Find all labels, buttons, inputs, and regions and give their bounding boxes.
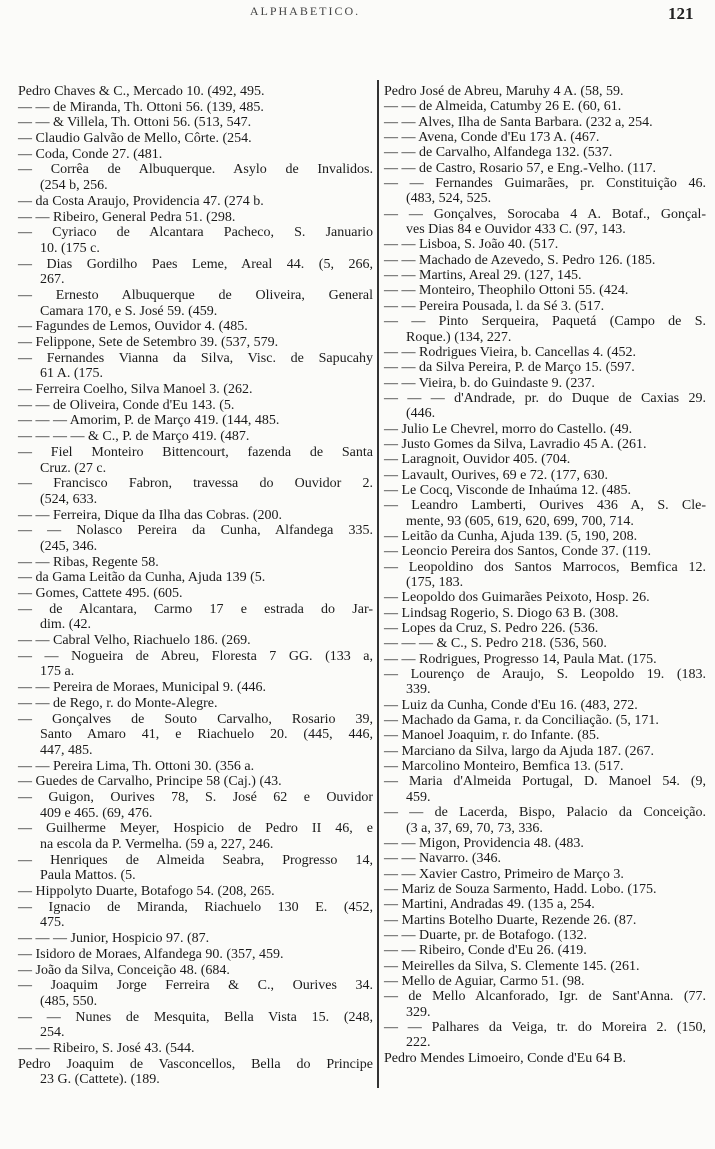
directory-entry xyxy=(384,207,706,238)
entry-line: — — Pereira Pousada, l. da Sé 3. (517. xyxy=(384,298,605,314)
entry-line: — Guedes de Carvalho, Principe 58 (Caj.) (43. xyxy=(18,774,282,790)
directory-entry xyxy=(18,712,373,759)
entry-line: — — Fernandes Guimarães, pr. Constituição 46. xyxy=(384,176,706,192)
directory-entry xyxy=(18,555,373,571)
entry-line: — Leoncio Pereira dos Santos, Conde 37. (119. xyxy=(384,544,651,560)
directory-entry xyxy=(384,253,706,268)
entry-line: — Guilherme Meyer, Hospicio de Pedro II 46, e xyxy=(18,821,373,837)
entry-line: — Ernesto Albuquerque de Oliveira, General xyxy=(18,287,373,303)
entry-line: — — Nolasco Pereira da Cunha, Alfandega 335. xyxy=(18,523,373,539)
entry-line: — Martins Botelho Duarte, Rezende 26. (87. xyxy=(384,912,637,928)
entry-line: Pedro Chaves & C., Mercado 10. (492, 495. xyxy=(18,84,265,99)
entry-continuation-line: 23 G. (Cattete). (189. xyxy=(40,1072,160,1088)
directory-entry xyxy=(384,437,706,452)
entry-continuation-line: na escola da P. Vermelha. (59 a, 227, 246. xyxy=(40,837,274,852)
entry-line: — Cyriaco de Alcantara Pacheco, S. Januario xyxy=(18,225,373,241)
directory-entry xyxy=(384,728,706,743)
entry-line: — — Ribeiro, Conde d'Eu 26. (419. xyxy=(384,943,587,959)
entry-line: — de Mello Alcanforado, Igr. de Sant'Anna. (77. xyxy=(384,989,706,1005)
entry-line: — — de Castro, Rosario 57, e Eng.-Velho. (117. xyxy=(384,160,657,176)
entry-line: — — — — & C., P. de Março 419. (487. xyxy=(18,429,250,445)
entry-line: — — — d'Andrade, pr. do Duque de Caxias 29. xyxy=(384,390,706,406)
directory-entry xyxy=(384,744,706,759)
directory-entry xyxy=(18,351,373,382)
entry-line: — Leopoldo dos Guimarães Peixoto, Hosp. 26. xyxy=(384,590,650,606)
entry-line: — Luiz da Cunha, Conde d'Eu 16. (483, 272. xyxy=(384,697,638,713)
entry-line: — — Rodrigues Vieira, b. Cancellas 4. (452. xyxy=(384,344,637,360)
directory-entry xyxy=(384,652,706,667)
directory-entry xyxy=(18,131,373,147)
directory-entry xyxy=(384,851,706,866)
entry-continuation-line: 175 a. xyxy=(40,664,75,680)
entry-line: — Francisco Fabron, travessa do Ouvidor 2. xyxy=(18,476,373,492)
entry-continuation-line: (485, 550. xyxy=(40,993,98,1009)
directory-entry xyxy=(18,162,373,193)
entry-continuation-line: (483, 524, 525. xyxy=(406,191,492,207)
entry-line: — Fernandes Vianna da Silva, Visc. de Sapucahy xyxy=(18,350,373,366)
entry-continuation-line: (245, 346. xyxy=(40,538,98,554)
directory-entry xyxy=(18,774,373,790)
entry-line: — — Avena, Conde d'Eu 173 A. (467. xyxy=(384,130,600,146)
entry-line: — — Duarte, pr. de Botafogo. (132. xyxy=(384,927,587,943)
entry-line: — Lavault, Ourives, 69 e 72. (177, 630. xyxy=(384,467,608,483)
entry-line: — da Gama Leitão da Cunha, Ajuda 139 (5. xyxy=(18,570,266,586)
directory-entry xyxy=(384,882,706,897)
directory-entry xyxy=(18,523,373,554)
entry-continuation-line: mente, 93 (605, 619, 620, 699, 700, 714. xyxy=(406,513,634,529)
directory-entry xyxy=(384,391,706,422)
entry-continuation-line: 61 A. (175. xyxy=(40,366,103,382)
directory-entry xyxy=(384,314,706,345)
directory-entry xyxy=(18,100,373,116)
entry-line: — — Nunes de Mesquita, Bella Vista 15. (248, xyxy=(18,1009,373,1025)
directory-entry xyxy=(384,805,706,836)
directory-entry xyxy=(384,468,706,483)
directory-entry xyxy=(18,84,373,100)
entry-line: — — Palhares da Veiga, tr. do Moreira 2. (150, xyxy=(384,1019,706,1035)
directory-entry xyxy=(384,130,706,145)
entry-line: — João da Silva, Conceição 48. (684. xyxy=(18,962,230,978)
directory-entry xyxy=(18,335,373,351)
entry-continuation-line: 409 e 465. (69, 476. xyxy=(40,805,153,821)
directory-entry xyxy=(384,590,706,605)
directory-entry xyxy=(384,544,706,559)
entry-line: — — de Lacerda, Bispo, Palacio da Conceição. xyxy=(384,805,706,821)
entry-line: — Meirelles da Silva, S. Clemente 145. (261. xyxy=(384,958,640,974)
directory-entry xyxy=(18,633,373,649)
directory-entry xyxy=(384,667,706,698)
entry-line: — — Machado de Azevedo, S. Pedro 126. (185. xyxy=(384,252,656,268)
entry-line: — Mello de Aguiar, Carmo 51. (98. xyxy=(384,973,585,989)
entry-continuation-line: 254. xyxy=(40,1025,65,1041)
entry-continuation-line: 459. xyxy=(406,789,431,805)
entry-line: — — de Almeida, Catumby 26 E. (60, 61. xyxy=(384,99,622,115)
directory-entry xyxy=(384,836,706,851)
entry-line: — Leandro Lamberti, Ourives 436 A, S. Cle- xyxy=(384,498,706,514)
entry-line: — — Monteiro, Theophilo Ottoni 55. (424. xyxy=(384,283,629,299)
entry-continuation-line: 447, 485. xyxy=(40,742,93,758)
directory-entry xyxy=(384,422,706,437)
entry-continuation-line: Cruz. (27 c. xyxy=(40,460,107,476)
entry-line: — — — & C., S. Pedro 218. (536, 560. xyxy=(384,636,607,652)
entry-continuation-line: ves Dias 84 e Ouvidor 433 C. (97, 143. xyxy=(406,222,626,238)
entry-continuation-line: (175, 183. xyxy=(406,575,464,590)
entry-line: — — Martins, Areal 29. (127, 145. xyxy=(384,268,582,284)
entry-line: — Le Cocq, Visconde de Inhaúma 12. (485. xyxy=(384,482,631,498)
entry-continuation-line: Roque.) (134, 227. xyxy=(406,329,512,345)
directory-entry xyxy=(18,445,373,476)
entry-line: — Dias Gordilho Paes Leme, Areal 44. (5, 266, xyxy=(18,256,373,272)
directory-entry xyxy=(18,586,373,602)
entry-line: — Lourenço de Araujo, S. Leopoldo 19. (183. xyxy=(384,667,706,683)
directory-entry xyxy=(384,774,706,805)
directory-entry xyxy=(18,319,373,335)
entry-line: — Gomes, Cattete 495. (605. xyxy=(18,586,183,601)
entry-line: — — Ribeiro, General Pedra 51. (298. xyxy=(18,209,236,225)
directory-entry xyxy=(384,897,706,912)
entry-line: — — — Junior, Hospicio 97. (87. xyxy=(18,931,210,947)
entry-continuation-line: 329. xyxy=(406,1004,431,1020)
directory-entry xyxy=(384,498,706,529)
entry-line: — — Alves, Ilha de Santa Barbara. (232 a, 254. xyxy=(384,114,653,130)
entry-line: — Laragnoit, Ouvidor 405. (704. xyxy=(384,452,571,468)
entry-line: — Lindsag Rogerio, S. Diogo 63 B. (308. xyxy=(384,605,619,621)
entry-line: — da Costa Araujo, Providencia 47. (274 b. xyxy=(18,193,264,209)
entry-line: Pedro Mendes Limoeiro, Conde d'Eu 64 B. xyxy=(384,1050,627,1066)
entry-line: — — Lisboa, S. João 40. (517. xyxy=(384,237,559,253)
entry-line: — — Navarro. (346. xyxy=(384,851,502,867)
directory-entry xyxy=(18,696,373,712)
entry-continuation-line: (446. xyxy=(406,406,436,422)
entry-continuation-line: Paula Mattos. (5. xyxy=(40,868,136,884)
directory-entry xyxy=(18,257,373,288)
entry-line: — Justo Gomes da Silva, Lavradio 45 A. (261. xyxy=(384,436,647,452)
directory-entry xyxy=(384,713,706,728)
directory-entry xyxy=(384,376,706,391)
directory-entry xyxy=(384,115,706,130)
directory-entry xyxy=(18,680,373,696)
entry-line: — Corrêa de Albuquerque. Asylo de Invalidos. xyxy=(18,162,373,178)
entry-continuation-line: 222. xyxy=(406,1035,431,1051)
entry-line: — de Alcantara, Carmo 17 e estrada do Jar- xyxy=(18,601,373,617)
directory-entry xyxy=(384,636,706,651)
directory-entry xyxy=(384,974,706,989)
entry-line: — — & Villela, Th. Ottoni 56. (513, 547. xyxy=(18,115,252,131)
directory-entry xyxy=(384,483,706,498)
entry-line: Pedro José de Abreu, Maruhy 4 A. (58, 59. xyxy=(384,84,624,99)
entry-line: Pedro Joaquim de Vasconcellos, Bella do Principe xyxy=(18,1056,373,1072)
directory-entry xyxy=(384,268,706,283)
directory-entry xyxy=(18,115,373,131)
directory-entry xyxy=(18,382,373,398)
directory-entry xyxy=(384,529,706,544)
entry-continuation-line: 10. (175 c. xyxy=(40,240,100,256)
directory-entry xyxy=(18,1041,373,1057)
entry-line: — Gonçalves de Souto Carvalho, Rosario 39, xyxy=(18,711,373,727)
directory-entry xyxy=(18,225,373,256)
entry-line: — Coda, Conde 27. (481. xyxy=(18,146,163,162)
directory-entry xyxy=(18,1057,373,1088)
entry-line: — Marciano da Silva, largo da Ajuda 187. (267. xyxy=(384,743,654,759)
right-column xyxy=(384,84,706,1066)
directory-entry xyxy=(18,194,373,210)
directory-entry xyxy=(384,452,706,467)
entry-line: — Lopes da Cruz, S. Pedro 226. (536. xyxy=(384,621,599,637)
directory-entry xyxy=(18,288,373,319)
running-title: ALPHABETICO. xyxy=(249,4,361,18)
directory-entry xyxy=(384,1020,706,1051)
entry-line: — — de Rego, r. do Monte-Alegre. xyxy=(18,695,218,711)
directory-entry xyxy=(384,759,706,774)
entry-line: — — — Amorim, P. de Março 419. (144, 485. xyxy=(18,413,280,429)
directory-entry xyxy=(384,237,706,252)
entry-line: — Machado da Gama, r. da Conciliação. (5, 171. xyxy=(384,713,659,729)
directory-entry xyxy=(384,943,706,958)
directory-entry xyxy=(18,759,373,775)
entry-line: — Henriques de Almeida Seabra, Progresso 14, xyxy=(18,852,373,868)
entry-line: — Felippone, Sete de Setembro 39. (537, 579. xyxy=(18,335,279,350)
directory-entry xyxy=(18,476,373,507)
entry-line: — — de Miranda, Th. Ottoni 56. (139, 485. xyxy=(18,99,264,115)
directory-entry xyxy=(384,959,706,974)
entry-continuation-line: (254 b, 256. xyxy=(40,178,108,194)
entry-line: — Ferreira Coelho, Silva Manoel 3. (262. xyxy=(18,382,253,398)
directory-entry xyxy=(384,606,706,621)
entry-line: — Leitão da Cunha, Ajuda 139. (5, 190, 208. xyxy=(384,528,638,544)
entry-line: — — Rodrigues, Progresso 14, Paula Mat. (175. xyxy=(384,651,657,667)
entry-line: — — Ferreira, Dique da Ilha das Cobras. (200. xyxy=(18,507,282,523)
directory-entry xyxy=(384,698,706,713)
directory-entry xyxy=(18,649,373,680)
entry-line: — — Migon, Providencia 48. (483. xyxy=(384,835,584,851)
directory-entry xyxy=(18,853,373,884)
entry-line: — Julio Le Chevrel, morro do Castello. (49. xyxy=(384,421,633,437)
entry-line: — Joaquim Jorge Ferreira & C., Ourives 34. xyxy=(18,978,373,994)
directory-entry xyxy=(18,210,373,226)
entry-line: — Guigon, Ourives 78, S. José 62 e Ouvidor xyxy=(18,789,373,805)
column-divider xyxy=(377,80,379,1088)
directory-entry xyxy=(18,790,373,821)
entry-line: — Manoel Joaquim, r. do Infante. (85. xyxy=(384,728,600,744)
directory-entry xyxy=(18,413,373,429)
directory-entry xyxy=(384,345,706,360)
directory-entry xyxy=(384,84,706,99)
directory-entry xyxy=(18,900,373,931)
directory-entry xyxy=(18,931,373,947)
directory-entry xyxy=(384,161,706,176)
entry-continuation-line: dim. (42. xyxy=(40,617,91,633)
directory-entry xyxy=(18,884,373,900)
entry-continuation-line: 475. xyxy=(40,915,65,931)
directory-entry xyxy=(18,602,373,633)
directory-entry xyxy=(18,821,373,852)
directory-entry xyxy=(18,508,373,524)
entry-continuation-line: Santo Amaro 41, e Riachuelo 20. (445, 446, xyxy=(40,727,373,743)
directory-entry xyxy=(384,913,706,928)
entry-line: — Mariz de Souza Sarmento, Hadd. Lobo. (175. xyxy=(384,881,657,897)
entry-line: — — de Carvalho, Alfandega 132. (537. xyxy=(384,145,613,161)
entry-continuation-line: 339. xyxy=(406,682,431,698)
entry-line: — Ignacio de Miranda, Riachuelo 130 E. (452, xyxy=(18,899,373,915)
left-column xyxy=(18,84,373,1088)
directory-entry xyxy=(384,299,706,314)
directory-entry xyxy=(18,570,373,586)
directory-entry xyxy=(18,978,373,1009)
entry-line: — — Nogueira de Abreu, Floresta 7 GG. (133 a, xyxy=(18,648,373,664)
directory-entry xyxy=(384,360,706,375)
directory-entry xyxy=(384,99,706,114)
directory-entry xyxy=(18,147,373,163)
entry-line: — — Pereira Lima, Th. Ottoni 30. (356 a. xyxy=(18,758,255,774)
entry-line: — — Gonçalves, Sorocaba 4 A. Botaf., Gonçal- xyxy=(384,206,706,222)
entry-line: — Maria d'Almeida Portugal, D. Manoel 54. (9, xyxy=(384,774,706,790)
entry-line: — Hippolyto Duarte, Botafogo 54. (208, 265. xyxy=(18,884,275,900)
directory-entry xyxy=(384,621,706,636)
entry-line: — — da Silva Pereira, P. de Março 15. (597. xyxy=(384,360,635,376)
directory-entry xyxy=(18,947,373,963)
directory-entry xyxy=(384,928,706,943)
directory-entry xyxy=(384,176,706,207)
directory-entry xyxy=(384,989,706,1020)
entry-continuation-line: (524, 633. xyxy=(40,491,98,507)
entry-line: — Fagundes de Lemos, Ouvidor 4. (485. xyxy=(18,319,248,335)
entry-continuation-line: 267. xyxy=(40,272,65,288)
directory-entry xyxy=(384,283,706,298)
directory-entry xyxy=(18,398,373,414)
directory-entry xyxy=(18,963,373,979)
entry-line: — Martini, Andradas 49. (135 a, 254. xyxy=(384,897,595,913)
entry-line: — — Pereira de Moraes, Municipal 9. (446. xyxy=(18,680,267,696)
entry-line: — — Ribeiro, S. José 43. (544. xyxy=(18,1040,195,1056)
directory-entry xyxy=(384,1051,706,1066)
entry-line: — Claudio Galvão de Mello, Côrte. (254. xyxy=(18,131,252,147)
page-number: 121 xyxy=(668,4,694,23)
entry-continuation-line: (3 a, 37, 69, 70, 73, 336. xyxy=(406,820,543,836)
entry-line: — — de Oliveira, Conde d'Eu 143. (5. xyxy=(18,397,235,413)
directory-entry xyxy=(18,1010,373,1041)
directory-entry xyxy=(384,867,706,882)
entry-line: — — Ribas, Regente 58. xyxy=(18,554,159,570)
entry-line: — — Pinto Serqueira, Paquetá (Campo de S. xyxy=(384,314,706,330)
entry-line: — — Cabral Velho, Riachuelo 186. (269. xyxy=(18,633,251,649)
directory-entry xyxy=(384,560,706,591)
directory-entry xyxy=(384,145,706,160)
directory-entry xyxy=(18,429,373,445)
entry-continuation-line: Camara 170, e S. José 59. (459. xyxy=(40,303,218,319)
entry-line: — Isidoro de Moraes, Alfandega 90. (357, 459. xyxy=(18,946,284,962)
entry-line: — — Vieira, b. do Guindaste 9. (237. xyxy=(384,375,595,391)
entry-line: — — Xavier Castro, Primeiro de Março 3. xyxy=(384,866,624,882)
entry-line: — Marcolino Monteiro, Bemfica 13. (517. xyxy=(384,759,624,775)
entry-line: — Leopoldino dos Santos Marrocos, Bemfica 12. xyxy=(384,559,706,575)
entry-line: — Fiel Monteiro Bittencourt, fazenda de Santa xyxy=(18,444,373,460)
